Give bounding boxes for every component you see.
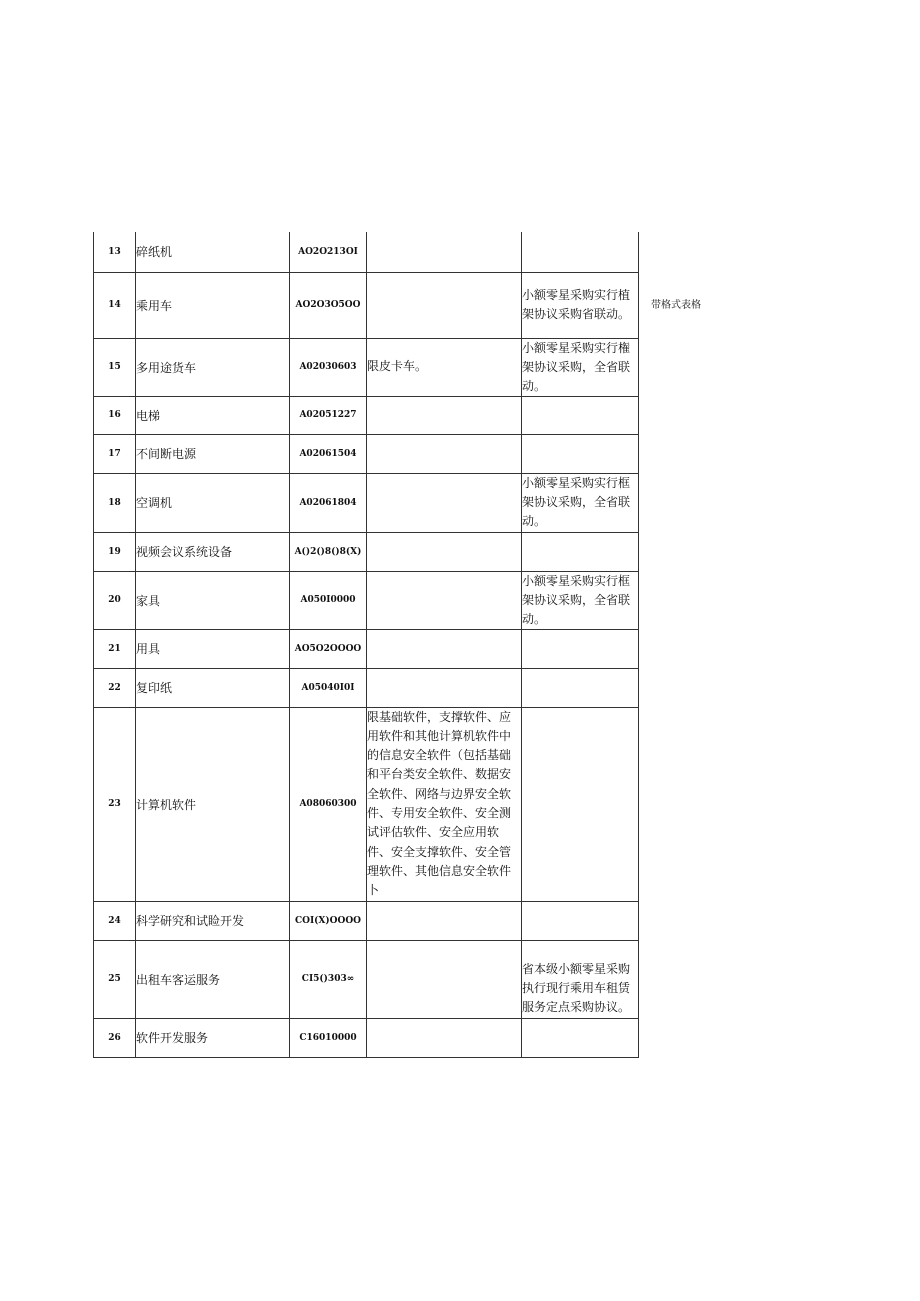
- item-scope: [367, 434, 522, 473]
- procurement-table: [93, 232, 639, 1058]
- item-note: [522, 1018, 639, 1057]
- item-name: 用具: [136, 629, 290, 668]
- item-code: C16010000: [290, 1018, 367, 1057]
- table-row: [94, 434, 639, 473]
- row-number: 19: [94, 532, 136, 571]
- row-number: 24: [94, 901, 136, 940]
- table-row: [94, 629, 639, 668]
- item-note: 小额零星采购实行権架协议采购，全省联动。: [522, 338, 639, 396]
- item-code: A02061504: [290, 434, 367, 473]
- item-note: [522, 532, 639, 571]
- item-note: 省本级小额零星采购执行现行乘用车租赁服务定点采购协议。: [522, 940, 639, 1018]
- row-number: 25: [94, 940, 136, 1018]
- item-name: 不间断电源: [136, 434, 290, 473]
- table-row: [94, 901, 639, 940]
- item-code: A08060300: [290, 707, 367, 901]
- item-code: COI(X)OOOO: [290, 901, 367, 940]
- item-note: [522, 434, 639, 473]
- item-code: A05040I0I: [290, 668, 367, 707]
- item-name: 乘用车: [136, 272, 290, 338]
- item-name: 视频会议系统设备: [136, 532, 290, 571]
- item-scope: [367, 272, 522, 338]
- item-scope: 限皮卡车。: [367, 338, 522, 396]
- item-code: AO2O213OI: [290, 232, 367, 272]
- table-row: [94, 232, 639, 272]
- item-note: [522, 629, 639, 668]
- item-scope: [367, 396, 522, 434]
- row-number: 17: [94, 434, 136, 473]
- item-scope: [367, 571, 522, 629]
- item-scope: [367, 940, 522, 1018]
- item-name: 电梯: [136, 396, 290, 434]
- item-name: 软件开发服务: [136, 1018, 290, 1057]
- item-note: [522, 901, 639, 940]
- table-row: [94, 473, 639, 532]
- item-scope: [367, 473, 522, 532]
- table-row: [94, 571, 639, 629]
- row-number: 18: [94, 473, 136, 532]
- item-note: [522, 707, 639, 901]
- format-annotation: 带格式表格: [651, 300, 701, 311]
- row-number: 22: [94, 668, 136, 707]
- table-row: [94, 668, 639, 707]
- item-code: A02051227: [290, 396, 367, 434]
- row-number: 13: [94, 232, 136, 272]
- item-scope: [367, 532, 522, 571]
- item-note: 小额零星采购实行植架协议采购省联动。: [522, 272, 639, 338]
- row-number: 26: [94, 1018, 136, 1057]
- item-name: 出租车客运服务: [136, 940, 290, 1018]
- row-number: 15: [94, 338, 136, 396]
- item-code: CI5()303∞: [290, 940, 367, 1018]
- row-number: 16: [94, 396, 136, 434]
- table-row: [94, 532, 639, 571]
- item-name: 计算机软件: [136, 707, 290, 901]
- item-scope: 限基础软件，支撑软件、应用软件和其他计算机软件中的信息安全软件（包括基础和平台类安全软件、数据安全软件、网络与边界安全软件、专用安全软件、安全测试评估软件、安全应用软件、安全支撑软件、安全管理软件、其他信息安全软件卜: [367, 707, 522, 901]
- item-scope: [367, 232, 522, 272]
- item-name: 复印纸: [136, 668, 290, 707]
- item-code: AO2O3O5OO: [290, 272, 367, 338]
- item-scope: [367, 629, 522, 668]
- item-code: A02061804: [290, 473, 367, 532]
- item-scope: [367, 1018, 522, 1057]
- item-note: [522, 668, 639, 707]
- item-code: A050I0000: [290, 571, 367, 629]
- item-name: 家具: [136, 571, 290, 629]
- item-note: [522, 232, 639, 272]
- item-note: 小额零星采购实行框架协议采购，全省联动。: [522, 473, 639, 532]
- table-row: [94, 1018, 639, 1057]
- item-code: A02030603: [290, 338, 367, 396]
- item-note: 小额零星采购实行框架协议采购，全省联动。: [522, 571, 639, 629]
- row-number: 23: [94, 707, 136, 901]
- table-row: [94, 707, 639, 901]
- item-note: [522, 396, 639, 434]
- table-row: [94, 272, 639, 338]
- item-scope: [367, 901, 522, 940]
- row-number: 21: [94, 629, 136, 668]
- item-name: 多用途货车: [136, 338, 290, 396]
- table-row: [94, 338, 639, 396]
- item-scope: [367, 668, 522, 707]
- row-number: 14: [94, 272, 136, 338]
- row-number: 20: [94, 571, 136, 629]
- table-row: [94, 396, 639, 434]
- table-row: [94, 940, 639, 1018]
- item-code: AO5O2OOOO: [290, 629, 367, 668]
- item-name: 碎纸机: [136, 232, 290, 272]
- item-code: A()2()8()8(X): [290, 532, 367, 571]
- item-name: 空调机: [136, 473, 290, 532]
- item-name: 科学研究和试睑开发: [136, 901, 290, 940]
